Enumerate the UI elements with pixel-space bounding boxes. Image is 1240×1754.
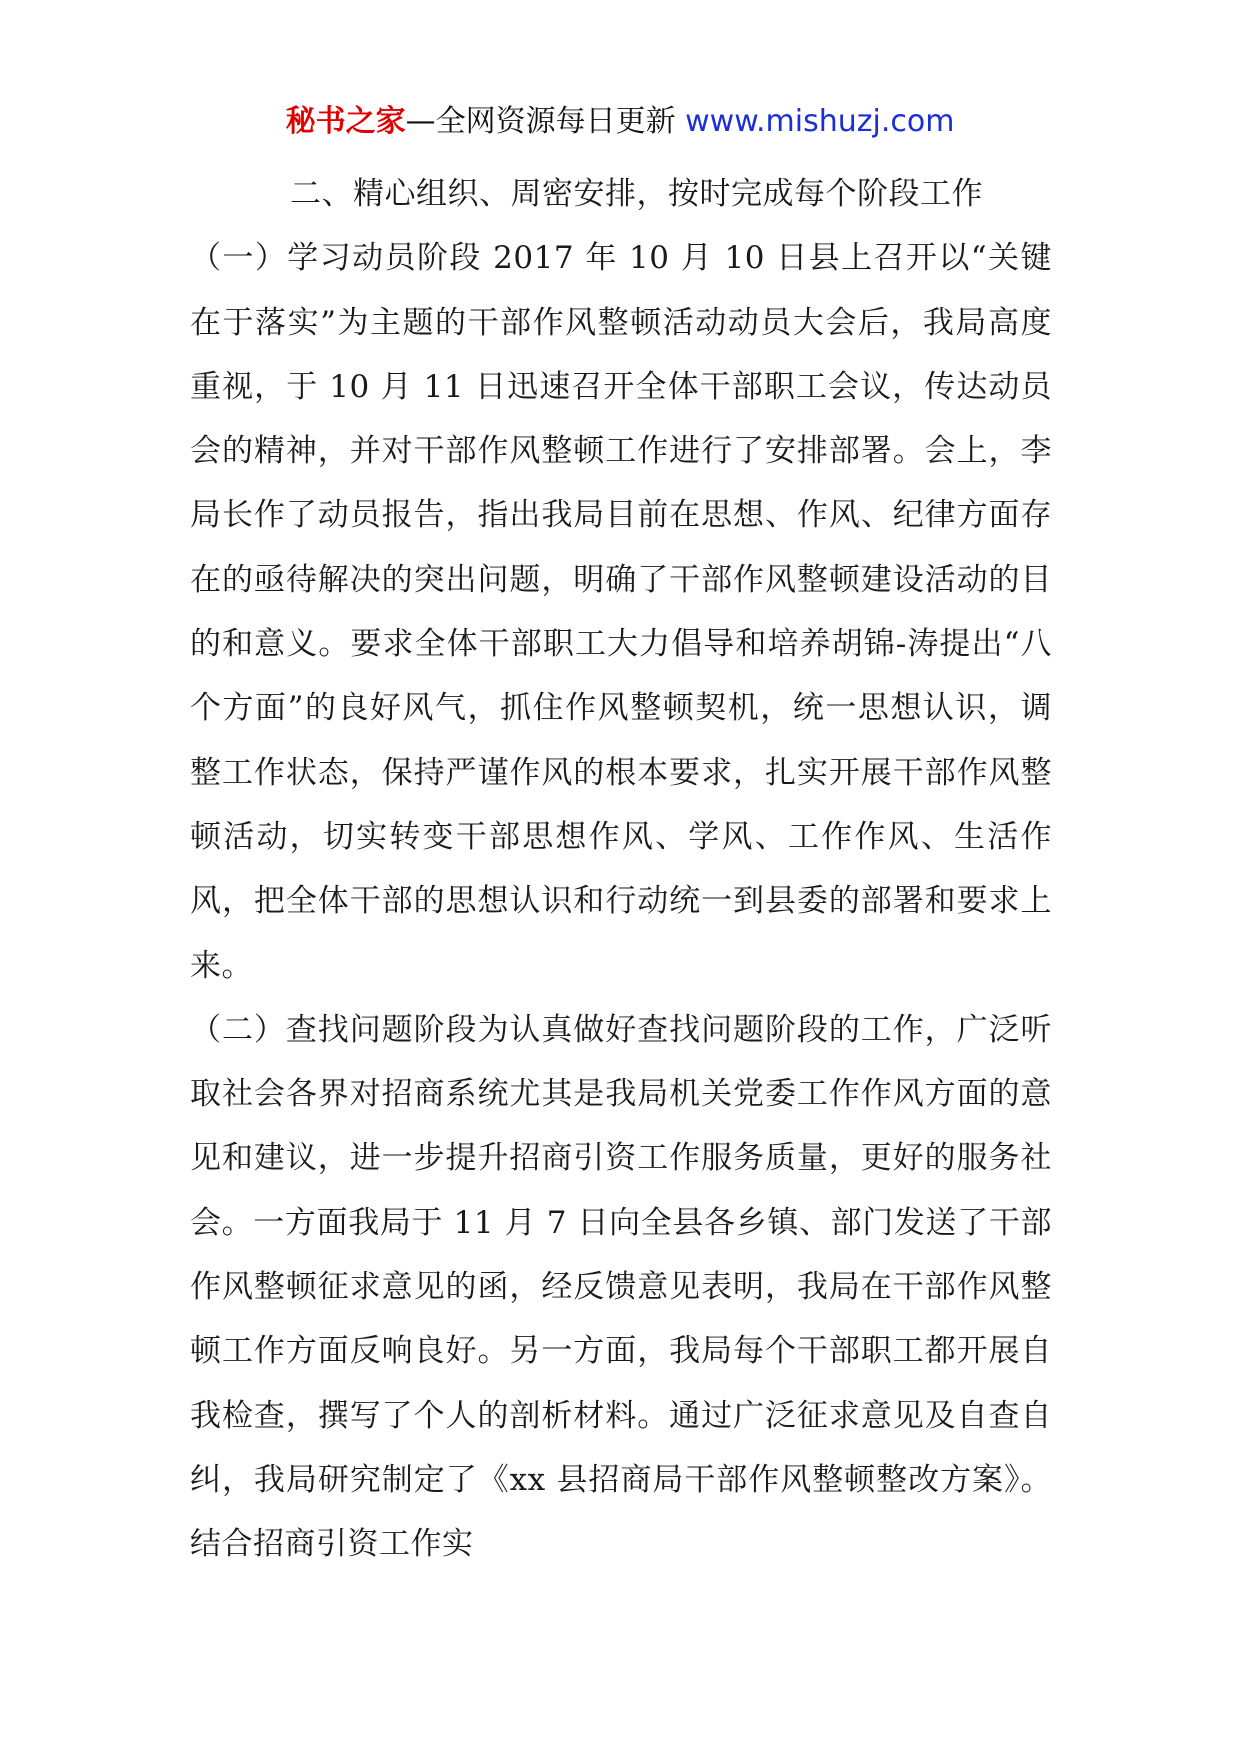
site-header xyxy=(0,100,1240,144)
section-heading: 二、精心组织、周密安排，按时完成每个阶段工作 xyxy=(290,176,983,212)
paragraph-problem-finding-stage: （二）查找问题阶段为认真做好查找问题阶段的工作，广泛听取社会各界对招商系统尤其是我局机关党委工作作风方面的意见和建议，进一步提升招商引资工作服务质量，更好的服务社会。一方面我局于 11 月 7 日向全县各乡镇、部门发送了干部作风整顿征求意见的函，经反馈意见表明，我局在干部作风整顿工作方面反响良好。另一方面，我局每个干部职工都开展自我检查，撰写了个人的剖析材料。通过广泛征求意见及自查自纠，我局研究制定了《xx 县招商局干部作风整顿整改方案》。结合招商引资工作实 xyxy=(190,1011,1052,1563)
paragraph-mobilization-stage: （一）学习动员阶段 2017 年 10 月 10 日县上召开以“关键在于落实”为主题的干部作风整顿活动动员大会后，我局高度重视，于 10 月 11 日迅速召开全体干部职工会议，传达动员会的精神，并对干部作风整顿工作进行了安排部署。会上，李局长作了动员报告，指出我局目前在思想、作风、纪律方面存在的亟待解决的突出问题，明确了干部作风整顿建设活动的目的和意义。要求全体干部职工大力倡导和培养胡锦-涛提出“八个方面”的良好风气，抓住作风整顿契机，统一思想认识，调整工作状态，保持严谨作风的根本要求，扎实开展干部作风整顿活动，切实转变干部思想作风、学风、工作作风、生活作风，把全体干部的思想认识和行动统一到县委的部署和要求上来。 xyxy=(190,240,1052,984)
brand-name: 秘书之家 xyxy=(285,104,406,139)
header-tagline: —全网资源每日更新 xyxy=(405,104,686,139)
document-body xyxy=(190,162,1052,1577)
site-url-link[interactable]: www.mishuzj.com xyxy=(685,104,955,139)
